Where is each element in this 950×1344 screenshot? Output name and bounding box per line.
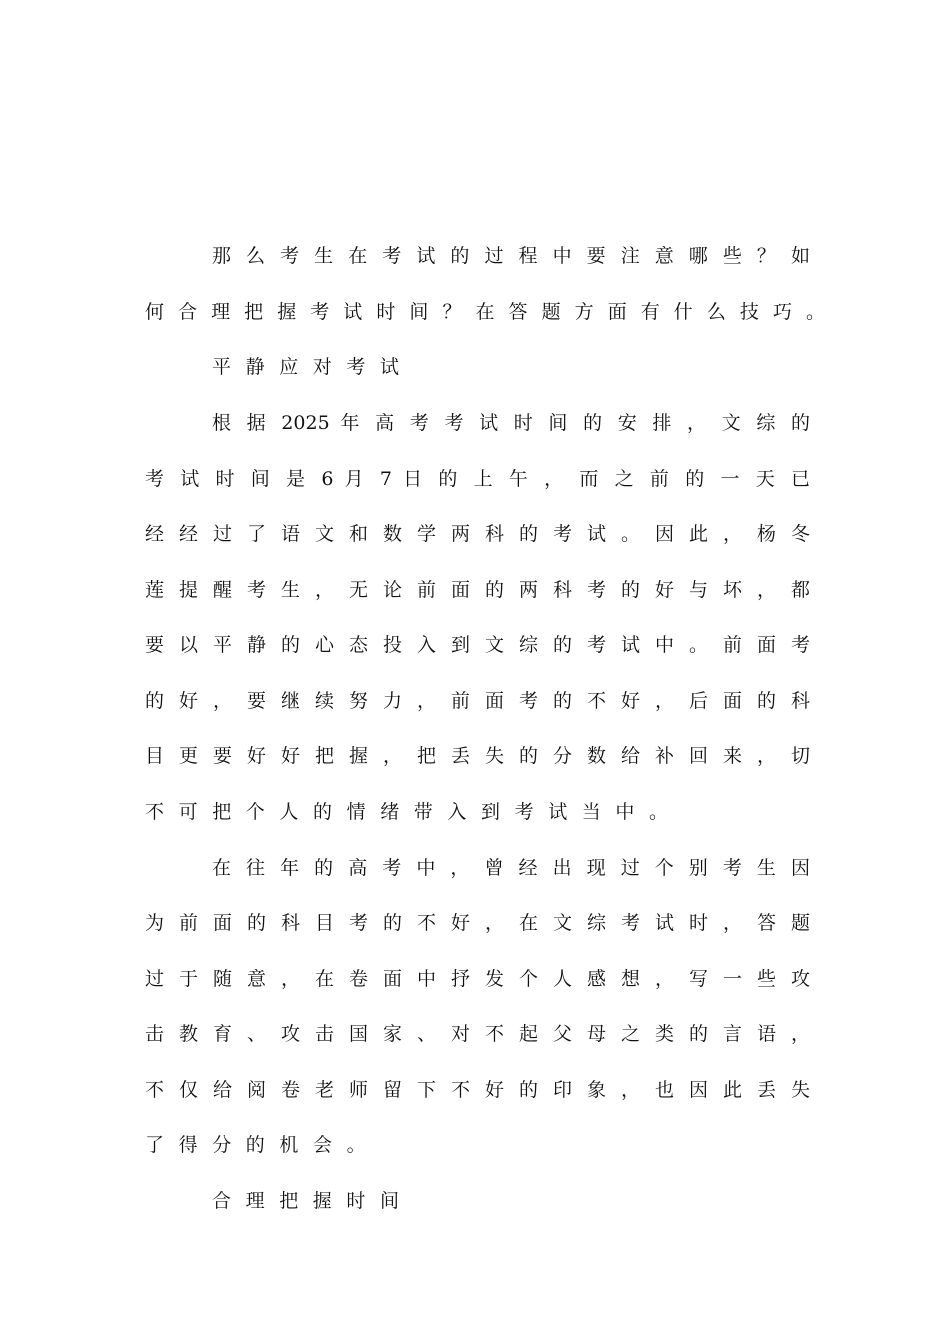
paragraph-line: 莲 提 醒 考 生 ， 无 论 前 面 的 两 科 考 的 好 与 坏 ， 都 [145,579,810,601]
paragraph-line: 为 前 面 的 科 目 考 的 不 好 ， 在 文 综 考 试 时 ， 答 题 [145,912,810,934]
paragraph-line: 了得分的机会。 [145,1134,381,1156]
section-heading: 合理把握时间 [212,1190,414,1212]
paragraph-line: 根 据 2025 年 高 考 考 试 时 间 的 安 排 ， 文 综 的 [212,412,810,434]
paragraph-line: 考 试 时 间 是 6 月 7 日 的 上 午 ， 而 之 前 的 一 天 已 [145,468,810,490]
paragraph-line: 在 往 年 的 高 考 中 ， 曾 经 出 现 过 个 别 考 生 因 [212,857,810,879]
paragraph-line: 经 经 过 了 语 文 和 数 学 两 科 的 考 试 。 因 此 ， 杨 冬 [145,523,810,545]
paragraph-line: 不 仅 给 阅 卷 老 师 留 下 不 好 的 印 象 ， 也 因 此 丢 失 [145,1079,810,1101]
paragraph-line: 的 好 ， 要 继 续 努 力 ， 前 面 考 的 不 好 ， 后 面 的 科 [145,690,810,712]
paragraph-line: 何 合 理 把 握 考 试 时 间 ？ 在 答 题 方 面 有 什 么 技 巧 。 [145,301,825,323]
paragraph-line: 不可把个人的情绪带入到考试当中。 [145,801,683,823]
paragraph-line: 要 以 平 静 的 心 态 投 入 到 文 综 的 考 试 中 。 前 面 考 [145,634,810,656]
section-heading: 平静应对考试 [212,356,414,378]
paragraph-line: 那 么 考 生 在 考 试 的 过 程 中 要 注 意 哪 些 ？ 如 [212,245,810,267]
paragraph-line: 目 更 要 好 好 把 握 ， 把 丢 失 的 分 数 给 补 回 来 ， 切 [145,745,810,767]
paragraph-line: 过 于 随 意 ， 在 卷 面 中 抒 发 个 人 感 想 ， 写 一 些 攻 [145,968,810,990]
paragraph-line: 击 教 育 、 攻 击 国 家 、 对 不 起 父 母 之 类 的 言 语 ， [145,1023,810,1045]
